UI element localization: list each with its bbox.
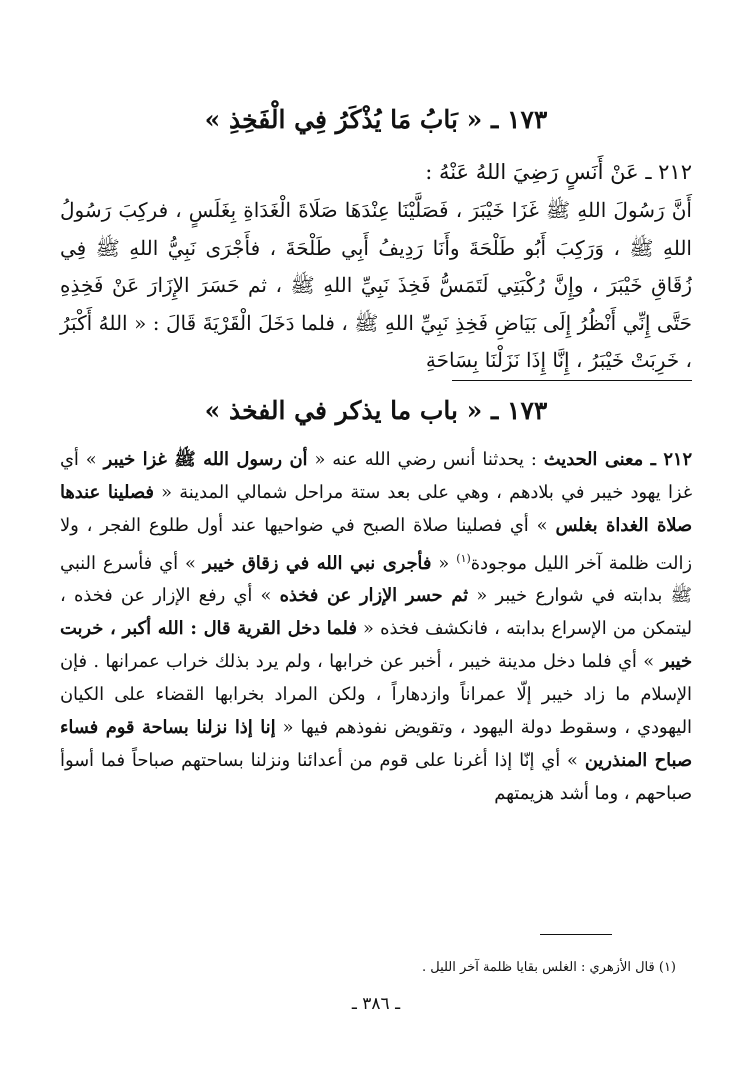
quoted-phrase: فأجرى نبي الله في زقاق خيبر <box>202 552 432 574</box>
footnote: (١) قال الأزهري : الغلس بقايا ظلمة آخر الليل . <box>421 960 676 975</box>
quoted-phrase: ثم حسر الإزار عن فخذه <box>279 585 469 607</box>
footnote-separator <box>540 934 612 935</box>
hadith-intro: ٢١٢ ـ عَنْ أَنَسٍ رَضِيَ اللهُ عَنْهُ : <box>425 160 692 184</box>
commentary-segment: » أي فصلينا صلاة الصبح في ضواحيها عند أول طلوع الفجر ، ولا زالت ظلمة آخر الليل موجودة <box>60 514 693 574</box>
page-content <box>60 100 692 810</box>
commentary-segment: » أي فلما دخل مدينة خيبر ، أخبر عن خرابها ، ولم يرد بذلك خراب عمرانها . فإن الإسلام ما زاد خيبر إلّا عمراناً وازدهاراً ، ولكن المراد بخرابها القضاء على الكيان اليهودي ، وسقوط دولة اليهود ، وتقويض نفوذهم فيها « <box>60 651 692 739</box>
commentary-segment: » أي غزا يهود خيبر في بلادهم ، وهي على بعد ستة مراحل شمالي المدينة « <box>60 448 692 503</box>
commentary-segment: » أي فأسرع النبي ﷺ بدابته في شوارع خيبر « <box>60 552 692 607</box>
footnote-ref[interactable]: (١) <box>456 551 471 565</box>
commentary-segment: : يحدثنا أنس رضي الله عنه « <box>307 448 544 470</box>
commentary-title: ٢١٢ ـ معنى الحديث <box>543 448 692 470</box>
quoted-phrase: إنا إذا نزلنا بساحة قوم فساء صباح المنذرين <box>60 717 692 772</box>
commentary-segment: « <box>431 552 457 574</box>
commentary-segment: » أي رفع الإزار عن فخذه ، ليتمكن من الإسراع بدابته ، فانكشف فخذه « <box>60 585 692 640</box>
quoted-phrase: فلما دخل القرية قال : الله أكبر ، خربت خيبر <box>60 618 692 673</box>
commentary-paragraph <box>60 443 692 811</box>
hadith-text <box>60 192 692 380</box>
commentary-heading: ١٧٣ ـ « باب ما يذكر في الفخذ » <box>204 395 548 425</box>
quoted-phrase: فصلينا عندها صلاة الغداة بغلس <box>60 481 693 536</box>
hadith-end-rule <box>452 380 692 381</box>
quoted-phrase: أن رسول الله ﷺ غزا خيبر <box>103 448 308 470</box>
hadith-body-text: أَنَّ رَسُولَ اللهِ ﷺ غَزَا خَيْبَرَ ، فَصَلَّيْنَا عِنْدَهَا صَلَاةَ الْغَدَاةِ بِغَلَسٍ ، فركِبَ رَسُولُ اللهِ ﷺ ، وَرَكِبَ أَبُو طَلْحَةَ وأَنَا رَدِيفُ أَبِي طَلْحَةَ ، فأَجْرَى نَبِيُّ اللهِ ﷺ فِي زُقَاقِ خَيْبَرَ ، وإِنَّ رُكْبَتِي لَتَمَسُّ فَخِذَ نَبِيِّ اللهِ ﷺ ، ثم حَسَرَ الإِزَارَ عَنْ فَخِذِهِ حَتَّى إِنِّي أَنْظُرُ إِلَى بَيَاضِ فَخِذِ نَبِيِّ اللهِ ﷺ ، فلما دَخَلَ الْقَرْيَةَ قَالَ : « اللهُ أَكْبَرُ ، خَرِبَتْ خَيْبَرُ ، إِنَّا إِذَا نَزَلْنَا بِسَاحَةِ <box>60 198 692 372</box>
commentary-segment: » أي إنّا إذا أغرنا على قوم من أعدائنا ونزلنا بساحتهم صباحاً فما أسوأ صباحهم ، وما أشد هزيمتهم <box>60 750 692 805</box>
commentary-text <box>60 443 692 811</box>
chapter-heading: ١٧٣ ـ « بَابُ مَا يُذْكَرُ فِي الْفَخِذِ » <box>204 105 548 134</box>
page-number: ـ ٣٨٦ ـ <box>351 994 401 1014</box>
